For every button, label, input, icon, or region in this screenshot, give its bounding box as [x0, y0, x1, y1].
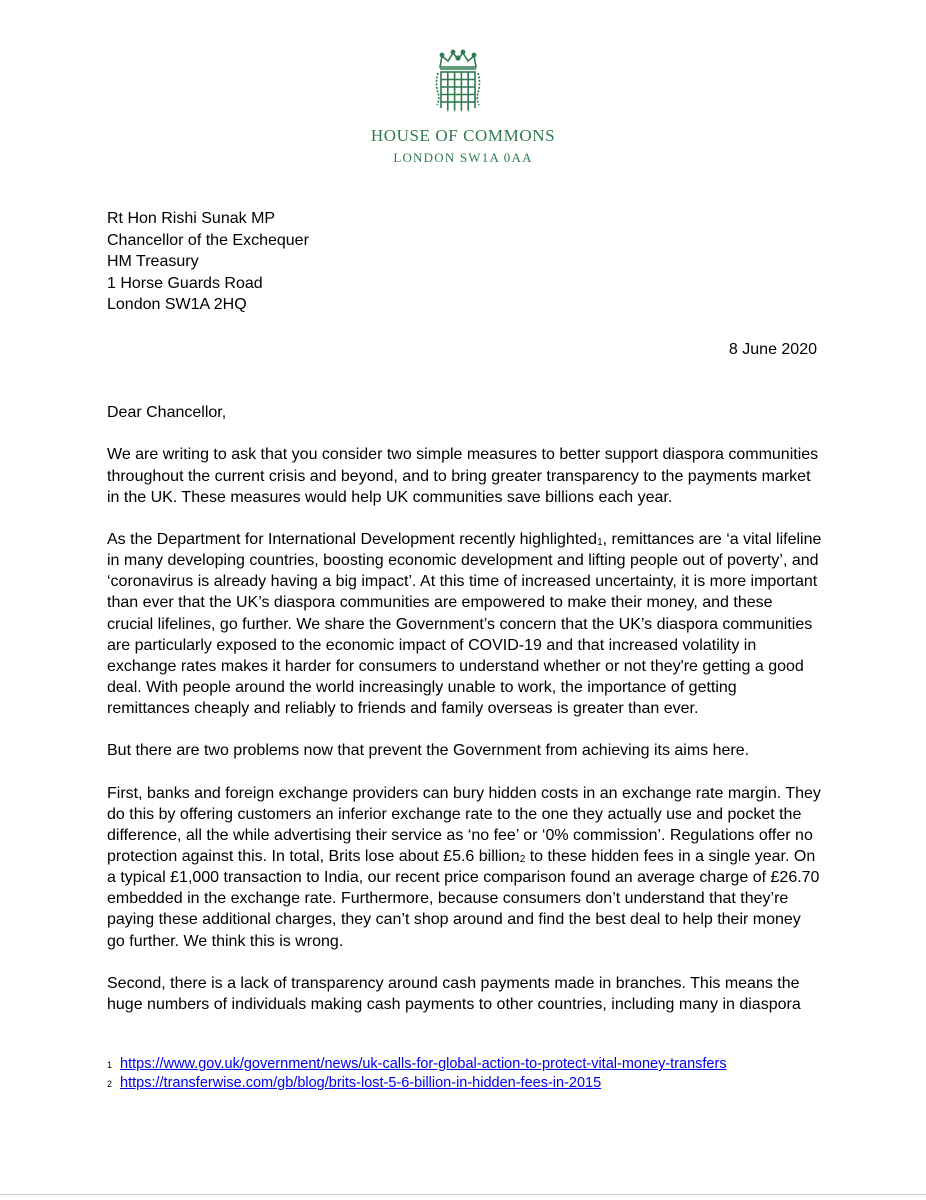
paragraph-3: But there are two problems now that prevent the Government from achieving its aims here. — [107, 742, 750, 760]
paragraph-2-part-b: , remittances are ‘a vital lifeline in many developing countries, boosting economic development and lifting people out of poverty’, and ‘coronavirus is already having a big impact’. At this time of increased uncertainty, it is more important than ever that the UK’s diaspora communities are empowered to make their money, and these crucial lifelines, go further. We share the Government’s concern that the UK’s diaspora communities are particularly exposed to the economic impact of COVID-19 and that increased volatility in exchange rates makes it harder for consumers to understand whether or not they're getting a good deal. With people around the world increasingly unable to work, the importance of getting remittances cheaply and reliably to friends and family overseas is greater than ever. — [107, 531, 822, 717]
footnote-link-1[interactable]: https://www.gov.uk/government/news/uk-calls-for-global-action-to-protect-vital-money-transfers — [120, 1056, 727, 1072]
footnote-1 — [107, 1055, 727, 1074]
paragraph-4-part-a: First, banks and foreign exchange providers can bury hidden costs in an exchange rate margin. They do this by offering customers an inferior exchange rate to the one they actually use and pocket the difference, all the while advertising their service as ‘no fee’ or ‘0% commission’. Regulations offer no protection against this. In total, Brits lose about £5.6 billion — [107, 784, 821, 866]
page-bottom-divider — [0, 1194, 926, 1195]
paragraph-2 — [107, 529, 823, 719]
paragraph-1: We are writing to ask that you consider two simple measures to better support diaspora communities throughout the current crisis and beyond, and to bring greater transparency to the payments market in the UK. These measures would help UK communities save billions each year. — [107, 446, 819, 506]
footnote-number: 1 — [107, 1060, 113, 1070]
footnote-ref-1: 1 — [597, 537, 603, 549]
paragraph-4 — [107, 783, 823, 952]
footnotes — [107, 1055, 727, 1093]
footnote-number: 2 — [107, 1079, 113, 1089]
letterhead-title: HOUSE OF COMMONS — [370, 126, 556, 145]
address-line: Chancellor of the Exchequer — [107, 231, 309, 249]
letter-body — [107, 402, 823, 1037]
footnote-2 — [107, 1074, 727, 1093]
paragraph-4-part-b: to these hidden fees in a single year. On a typical £1,000 transaction to India, our recent price comparison found an average charge of £26.70 embedded in the exchange rate. Furthermore, because consumers don’t understand that they’re paying these additional charges, they can’t shop around and find the best deal to help their money go further. We think this is wrong. — [107, 848, 820, 950]
letterhead-subtitle: LONDON SW1A 0AA — [393, 150, 533, 165]
paragraph-5: Second, there is a lack of transparency around cash payments made in branches. This means the huge numbers of individuals making cash payments to other countries, including many in diaspora — [107, 975, 801, 1014]
address-line: Rt Hon Rishi Sunak MP — [107, 210, 276, 227]
salutation: Dear Chancellor, — [107, 404, 227, 421]
address-line: HM Treasury — [107, 253, 199, 270]
address-line: 1 Horse Guards Road — [107, 274, 263, 292]
footnote-link-2[interactable]: https://transferwise.com/gb/blog/brits-lost-5-6-billion-in-hidden-fees-in-2015 — [120, 1075, 602, 1091]
footnote-ref-2: 2 — [519, 854, 526, 866]
paragraph-2-part-a: As the Department for International Development recently highlighted — [107, 531, 598, 549]
recipient-address — [107, 208, 309, 316]
portcullis-crest-icon — [433, 49, 483, 113]
address-line: London SW1A 2HQ — [107, 296, 247, 313]
letter-date: 8 June 2020 — [728, 341, 817, 358]
